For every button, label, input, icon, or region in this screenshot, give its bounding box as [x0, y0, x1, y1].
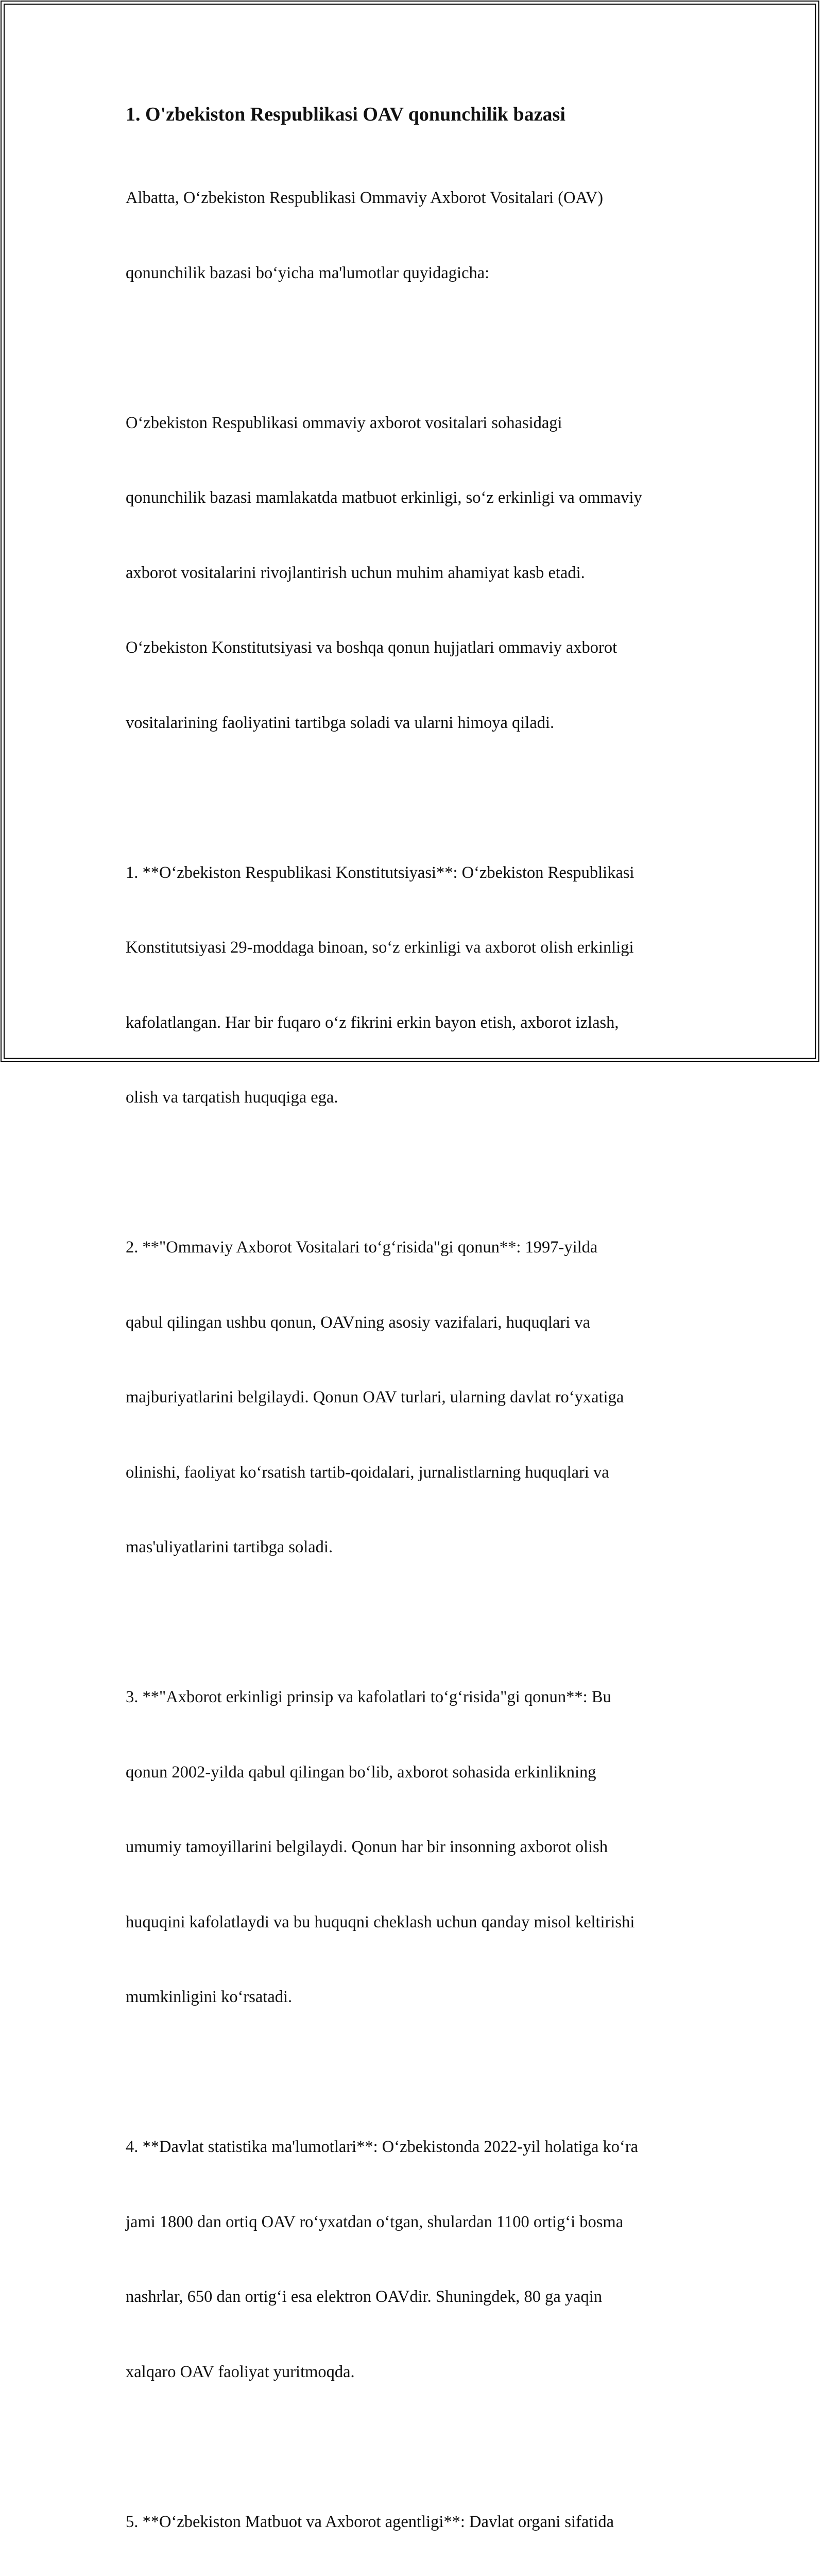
text-line: kafolatlangan. Har bir fuqaro o‘z fikrini erkin bayon etish, axborot izlash,	[126, 1010, 725, 1036]
text-line: umumiy tamoyillarini belgilaydi. Qonun har bir insonning axborot olish	[126, 1835, 725, 1860]
text-line: nashrlar, 650 dan ortig‘i esa elektron OAVdir. Shuningdek, 80 ga yaqin	[126, 2284, 725, 2310]
list-item-3	[126, 1635, 725, 2060]
list-item-5	[126, 2460, 725, 2576]
document-heading: 1. O'zbekiston Respublikasi OAV qonunchilik bazasi	[126, 102, 725, 127]
text-line: 1. **O‘zbekiston Respublikasi Konstitutsiyasi**: O‘zbekiston Respublikasi	[126, 860, 725, 886]
text-line: majburiyatlarini belgilaydi. Qonun OAV turlari, ularning davlat ro‘yxatiga	[126, 1385, 725, 1410]
text-line: jami 1800 dan ortiq OAV ro‘yxatdan o‘tgan, shulardan 1100 ortig‘i bosma	[126, 2210, 725, 2235]
text-line: O‘zbekiston Respublikasi ommaviy axborot vositalari sohasidagi	[126, 411, 725, 436]
text-line: qabul qilingan ushbu qonun, OAVning asosiy vazifalari, huquqlari va	[126, 1310, 725, 1335]
text-line: vositalarining faoliyatini tartibga soladi va ularni himoya qiladi.	[126, 710, 725, 736]
text-line: axborot vositalarini rivojlantirish uchun muhim ahamiyat kasb etadi.	[126, 561, 725, 586]
text-line: qonunchilik bazasi mamlakatda matbuot erkinligi, so‘z erkinligi va ommaviy	[126, 485, 725, 511]
text-line: 5. **O‘zbekiston Matbuot va Axborot agentligi**: Davlat organi sifatida	[126, 2510, 725, 2535]
text-line: mas'uliyatlarini tartibga soladi.	[126, 1535, 725, 1560]
list-item-2	[126, 1185, 725, 1610]
text-line: 4. **Davlat statistika ma'lumotlari**: O‘zbekistonda 2022-yil holatiga ko‘ra	[126, 2134, 725, 2160]
text-line: xalqaro OAV faoliyat yuritmoqda.	[126, 2360, 725, 2385]
text-line: Konstitutsiyasi 29-moddaga binoan, so‘z erkinligi va axborot olish erkinligi	[126, 935, 725, 960]
text-line: olish va tarqatish huquqiga ega.	[126, 1085, 725, 1110]
list-item-4	[126, 2084, 725, 2434]
text-line: qonunchilik bazasi bo‘yicha ma'lumotlar quyidagicha:	[126, 261, 725, 286]
text-line: olinishi, faoliyat ko‘rsatish tartib-qoidalari, jurnalistlarning huquqlari va	[126, 1460, 725, 1485]
text-line: Albatta, O‘zbekiston Respublikasi Ommaviy Axborot Vositalari (OAV)	[126, 185, 725, 211]
text-line: O‘zbekiston Konstitutsiyasi va boshqa qonun hujjatlari ommaviy axborot	[126, 635, 725, 660]
text-line: 3. **"Axborot erkinligi prinsip va kafolatlari to‘g‘risida"gi qonun**: Bu	[126, 1685, 725, 1710]
page-frame	[4, 4, 816, 1059]
text-line: mumkinligini ko‘rsatadi.	[126, 1985, 725, 2010]
paragraph-overview	[126, 361, 725, 786]
text-line: qonun 2002-yilda qabul qilingan bo‘lib, axborot sohasida erkinlikning	[126, 1760, 725, 1785]
document-body	[122, 92, 725, 2576]
text-line: 2. **"Ommaviy Axborot Vositalari to‘g‘risida"gi qonun**: 1997-yilda	[126, 1235, 725, 1260]
list-item-1	[126, 810, 725, 1160]
text-line: huquqini kafolatlaydi va bu huquqni cheklash uchun qanday misol keltirishi	[126, 1910, 725, 1935]
paragraph-intro	[126, 135, 725, 335]
